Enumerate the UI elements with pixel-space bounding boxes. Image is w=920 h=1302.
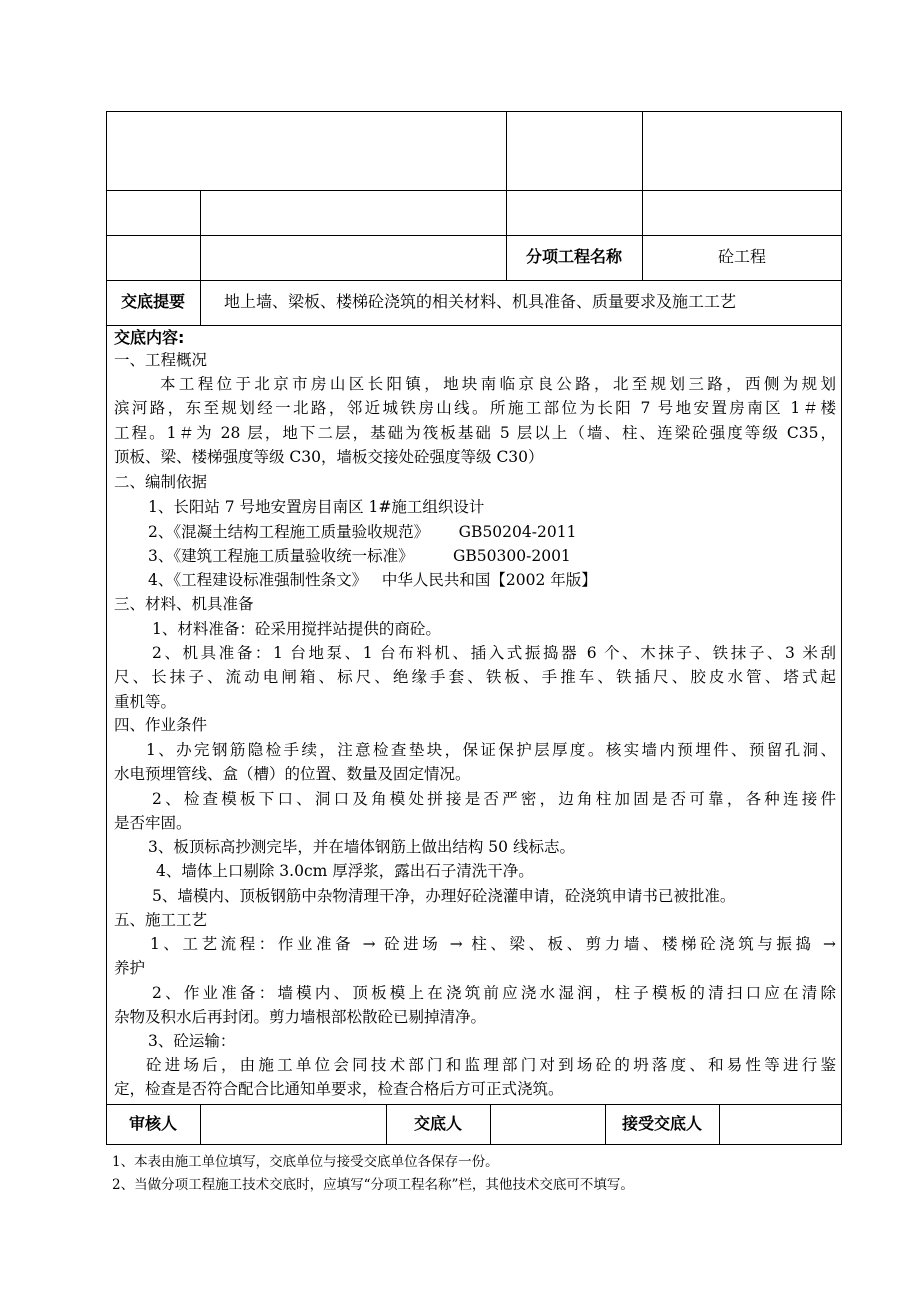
col-divider: [200, 190, 201, 325]
reviewer-signature-field[interactable]: [201, 1105, 385, 1144]
list-item: 3、板顶标高抄测完毕，并在墙体钢筋上做出结构 50 线标志。: [148, 838, 575, 856]
receiver-label: 接受交底人: [621, 1114, 702, 1133]
list-item: 2、作业准备：墙模内、顶板模上在浇筑前应浇水湿润，柱子模板的清扫口应在清除: [152, 984, 836, 1002]
paragraph-line: 水电预埋管线、盒（槽）的位置、数量及固定情况。: [114, 765, 471, 783]
discloser-label: 交底人: [413, 1114, 462, 1133]
list-item: 4、《工程建设标准强制性条文》 中华人民共和国【2002 年版】: [148, 571, 597, 589]
list-item: 1、材料准备：砼采用搅拌站提供的商砼。: [152, 620, 441, 638]
footnote: 1、本表由施工单位填写，交底单位与接受交底单位各保存一份。: [112, 1154, 499, 1170]
paragraph-line: 重机等。: [114, 693, 177, 711]
paragraph-line: 是否牢固。: [114, 814, 192, 832]
paragraph-line: 养护: [114, 959, 146, 977]
content-title: 交底内容:: [114, 328, 185, 347]
reviewer-label: 审核人: [128, 1114, 177, 1133]
paragraph-line: 本工程位于北京市房山区长阳镇，地块南临京良公路，北至规划三路，西侧为规划: [160, 375, 836, 393]
list-item: 1、办完钢筋隐检手续，注意检查垫块，保证保护层厚度。核实墙内预埋件、预留孔洞、: [146, 741, 836, 759]
row-divider: [106, 325, 842, 326]
list-item: 1、工艺流程：作业准备 → 砼进场 → 柱、梁、板、剪力墙、楼梯砼浇筑与振捣 →: [150, 935, 836, 953]
discloser-signature-field[interactable]: [491, 1105, 604, 1144]
paragraph-line: 尺、长抹子、流动电闸箱、标尺、绝缘手套、铁板、手推车、铁插尺、胶皮水管、塔式起: [114, 668, 836, 686]
summary-label: 交底提要: [120, 292, 185, 311]
paragraph-line: 定，检查是否符合配合比通知单要求，检查合格后方可正式浇筑。: [114, 1080, 564, 1098]
footnote: 2、当做分项工程施工技术交底时，应填写“分项工程名称”栏，其他技术交底可不填写。: [112, 1177, 634, 1193]
paragraph-line: 工程。1＃为 28 层，地下二层，基础为筏板基础 5 层以上（墙、柱、连梁砼强度等级 C35，: [114, 424, 836, 442]
subproject-value: 砼工程: [717, 247, 766, 266]
row-divider: [106, 235, 842, 236]
section-heading: 四、作业条件: [114, 716, 208, 734]
list-item: 2、机具准备：1 台地泵、1 台布料机、插入式振捣器 6 个、木抹子、铁抹子、3 米刮: [152, 644, 836, 662]
paragraph-line: 滨河路，东至规划经一北路，邻近城铁房山线。所施工部位为长阳 7 号地安置房南区 1＃楼: [114, 399, 836, 417]
receiver-signature-field[interactable]: [720, 1105, 840, 1144]
summary-value: 地上墙、梁板、楼梯砼浇筑的相关材料、机具准备、质量要求及施工工艺: [224, 292, 737, 311]
list-item: 5、墙模内、顶板钢筋中杂物清理干净，办理好砼浇灌申请，砼浇筑申请书已被批准。: [152, 887, 736, 905]
section-heading: 二、编制依据: [114, 473, 208, 491]
list-item: 2、检查模板下口、洞口及角模处拼接是否严密，边角柱加固是否可靠，各种连接件: [152, 790, 836, 808]
paragraph-line: 顶板、梁、楼梯强度等级 C30，墙板交接处砼强度等级 C30）: [114, 448, 544, 466]
list-item: 2、《混凝土结构工程施工质量验收规范》 GB50204-2011: [148, 523, 577, 541]
row-divider: [106, 190, 842, 191]
list-item: 4、墙体上口剔除 3.0cm 厚浮浆，露出石子清洗干净。: [156, 862, 534, 880]
section-heading: 五、施工工艺: [114, 911, 208, 929]
subproject-label: 分项工程名称: [525, 247, 622, 266]
row-divider: [106, 280, 842, 281]
list-item: 1、长阳站 7 号地安置房目南区 1#施工组织设计: [148, 498, 485, 516]
paragraph-line: 杂物及积水后再封闭。剪力墙根部松散砼已剔掉清净。: [114, 1008, 487, 1026]
paragraph-line: 砼进场后，由施工单位会同技术部门和监理部门对到场砼的坍落度、和易性等进行鉴: [146, 1056, 836, 1074]
list-item: 3、砼运输：: [148, 1032, 236, 1050]
list-item: 3、《建筑工程施工质量验收统一标准》 GB50300-2001: [148, 547, 571, 565]
section-heading: 一、工程概况: [114, 351, 208, 369]
section-heading: 三、材料、机具准备: [114, 595, 254, 613]
